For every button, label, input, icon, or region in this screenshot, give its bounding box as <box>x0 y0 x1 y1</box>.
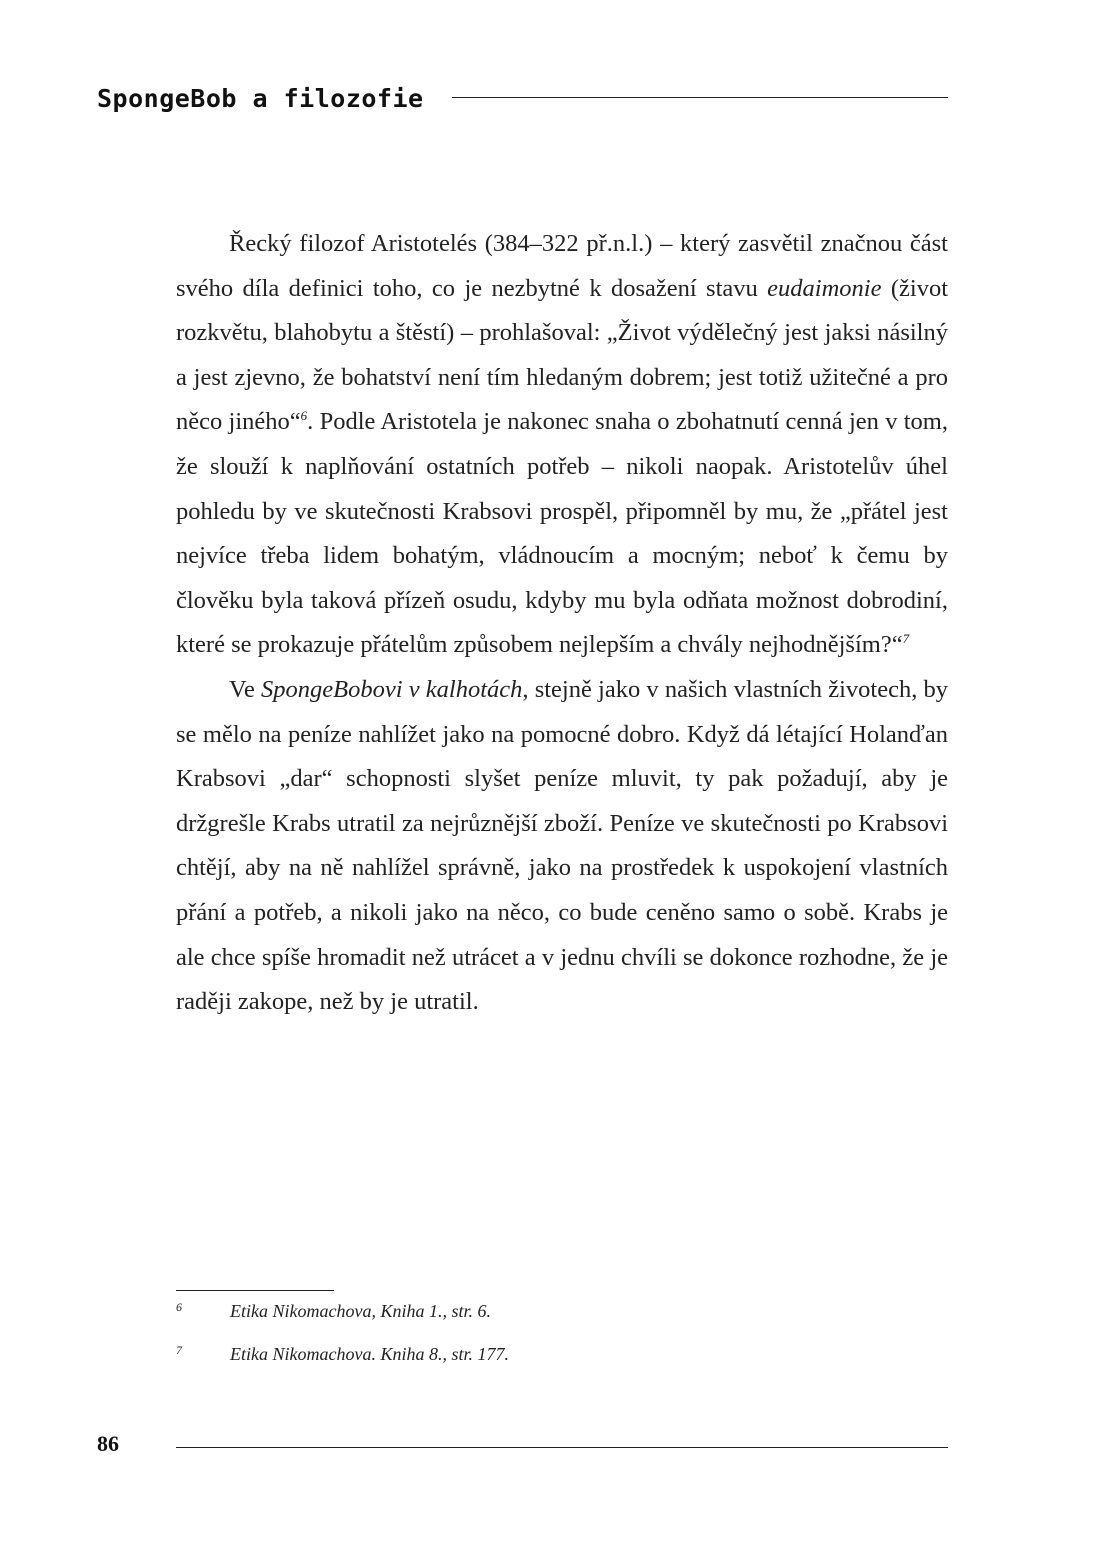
p1-text-2: (život rozkvětu, blahobytu a štěstí) – prohlašoval: „Život výdělečný jest jaksi násilný a jest zjevno, že bohatství není tím hledaným dobrem; jest totiž užitečné a pro něco jiného“ <box>176 274 948 436</box>
footnote-text: Etika Nikomachova. Kniha 8., str. 177. <box>230 1344 509 1364</box>
footnote-text: Etika Nikomachova, Kniha 1., str. 6. <box>230 1301 491 1321</box>
header-rule <box>452 97 948 98</box>
p2-title-spongebob: SpongeBobovi v kalhotách <box>261 675 523 703</box>
main-text <box>176 222 948 1025</box>
running-head-title: SpongeBob a filozofie <box>97 84 424 113</box>
footnote-ref-7: 7 <box>902 631 910 647</box>
footnote-ref-6: 6 <box>300 408 308 424</box>
footnote-number: 6 <box>176 1300 182 1314</box>
footer-rule <box>176 1447 948 1448</box>
p1-text-1: Řecký filozof Aristotelés (384–322 př.n.l.) – který zasvětil značnou část svého díla definici toho, co je nezbytné k dosažení stavu <box>176 230 948 302</box>
page-number: 86 <box>97 1431 119 1456</box>
paragraph-1 <box>176 222 948 668</box>
p2-text-1: Ve <box>229 675 262 703</box>
p1-text-3: . Podle Aristotela je nakonec snaha o zbohatnutí cenná jen v tom, že slouží k naplňování ostatních potřeb – nikoli naopak. Aristotelův úhel pohledu by ve skutečnosti Krabsovi prospěl, připomněl by mu, že „přátel jest nejvíce třeba lidem bohatým, vládnoucím a mocným; neboť k čemu by člověku byla taková přízeň osudu, kdyby mu byla odňata možnost dobrodiní, které se prokazuje přátelům způsobem nejlepším a chvály nejhodnějším?“ <box>176 408 948 659</box>
p1-term-eudaimonie: eudaimonie <box>767 274 882 302</box>
footnote-number: 7 <box>176 1343 182 1357</box>
footnote-6 <box>176 1300 491 1322</box>
footnote-rule <box>176 1290 334 1291</box>
paragraph-2 <box>176 668 948 1025</box>
p2-text-2: , stejně jako v našich vlastních životech, by se mělo na peníze nahlížet jako na pomocné dobro. Když dá létající Holanďan Krabsovi „dar“ schopnosti slyšet peníze mluvit, ty pak požadují, aby je držgrešle Krabs utratil za nejrůznější zboží. Peníze ve skutečnosti po Krabsovi chtějí, aby na ně nahlížel správně, jako na prostředek k uspokojení vlastních přání a potřeb, a nikoli jako na něco, co bude ceněno samo o sobě. Krabs je ale chce spíše hromadit než utrácet a v jednu chvíli se dokonce rozhodne, že je raději zakope, než by je utratil. <box>176 675 949 1016</box>
footnote-7 <box>176 1343 509 1365</box>
